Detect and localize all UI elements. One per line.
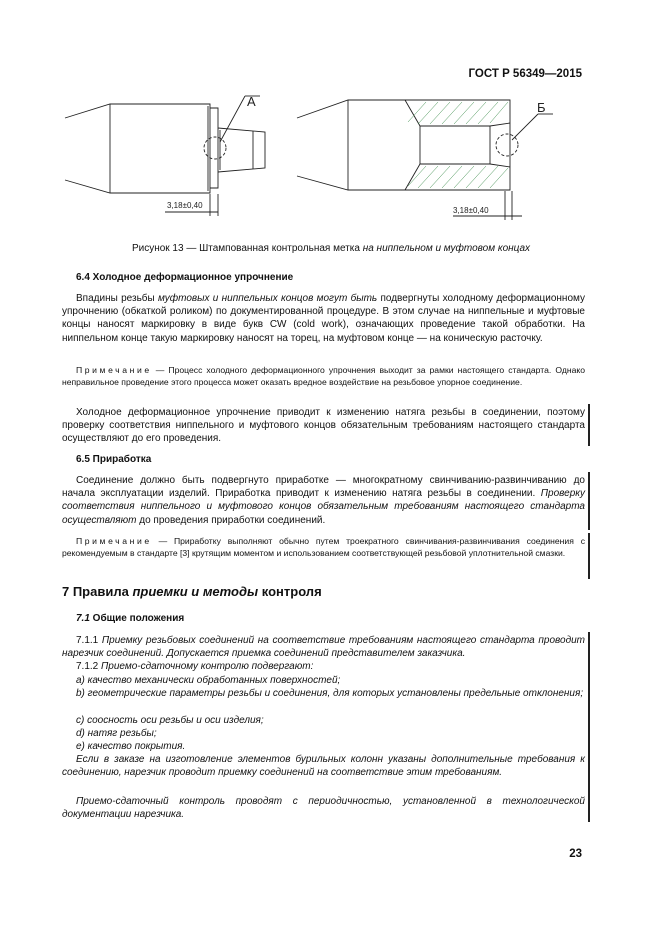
section-6-4-title: 6.4 Холодное деформационное упрочнение [76,272,294,283]
change-bar [588,404,590,446]
change-bar [588,632,590,822]
section-6-5-para-1: Соединение должно быть подвергнуто приработке — многократному свинчиванию-развинчиванию до начала эксплуатации изделий. Приработка приводит к изменению натяга резьбы в соединении. Проверку соответствия ниппельного и муфтового концов обязательным требованиям настоящего стандарта осуществляют до проведения приработки соединений. [62,475,585,526]
section-7-para-last: Приемо-сдаточный контроль проводят с периодичностью, установленной в технологической документации нарезчика. [62,796,585,821]
section-6-4-note: Примечание — Процесс холодного деформационного упрочнения выходит за рамки настоящего стандарта. Однако неправильное проведение этого процесса может оказать вредное воздействие на резьбовое упорное соединение. [62,365,585,387]
label-a: А [247,94,256,109]
section-6-4-para-2: Холодное деформационное упрочнение приводит к изменению натяга резьбы в соединении, поэтому проверку соответствия ниппельного и муфтового концов обязательным требованиям настоящего стандарта осуществляют до его проведения. [62,407,585,445]
hatching [408,102,508,188]
change-bar [588,472,590,530]
list-item-e: е) качество покрытия. [76,741,186,752]
technical-drawing [60,88,600,238]
page-number: 23 [569,848,582,860]
item-7-1-1: 7.1.1 Приемку резьбовых соединений на соответствие требованиям настоящего стандарта проводит нарезчик соединений. Допускается приемка соединений представителем заказчика. [62,635,585,660]
section-7-1-title: 7.1 Общие положения [76,613,185,624]
box-end-drawing [297,100,553,220]
figure-caption: Рисунок 13 — Штампованная контрольная метка на ниппельном и муфтовом концах [131,243,531,254]
document-header: ГОСТ Р 56349—2015 [468,68,582,80]
list-item-d: d) натяг резьбы; [76,728,157,739]
section-6-5-title: 6.5 Приработка [76,454,152,465]
list-item-c: с) соосность оси резьбы и оси изделия; [76,715,264,726]
section-6-5-note: Примечание — Приработку выполняют обычно путем троекратного свинчивания-развинчивания соединения с рекомендуемым в стандарте [3] крутящим моментом и использованием соответствующей резьбовой уплотнительной смазки. [62,536,585,558]
dim-right: 3,18±0,40 [453,206,489,215]
section-7-para-additional: Если в заказе на изготовление элементов бурильных колонн указаны дополнительные требования к соединению, нарезчик проводит приемку соединений на соответствие этим требованиям. [62,754,585,779]
label-b: Б [537,100,546,115]
section-7-title: 7 Правила приемки и методы контроля [62,584,322,599]
dim-left: 3,18±0,40 [167,201,203,210]
nipple-end-drawing [65,96,265,216]
section-6-4-para-1: Впадины резьбы муфтовых и ниппельных концов могут быть подвергнуты холодному деформационному упрочнению (обкаткой роликом) по документированной процедуре. В этом случае на ниппельные и муфтовые концы наносят маркировку в виде букв CW (cold work), означающих проведение такой обработки. На ниппельном конце такую маркировку наносят на торец, на муфтовом конце — на коническую расточку. [62,293,586,344]
list-item-a: а) качество механически обработанных поверхностей; [76,675,341,686]
change-bar [588,533,590,579]
list-item-b: b) геометрические параметры резьбы и соединения, для которых установлены предельные отклонения; [76,688,584,699]
item-7-1-2: 7.1.2 Приемо-сдаточному контролю подвергают: [76,661,314,672]
